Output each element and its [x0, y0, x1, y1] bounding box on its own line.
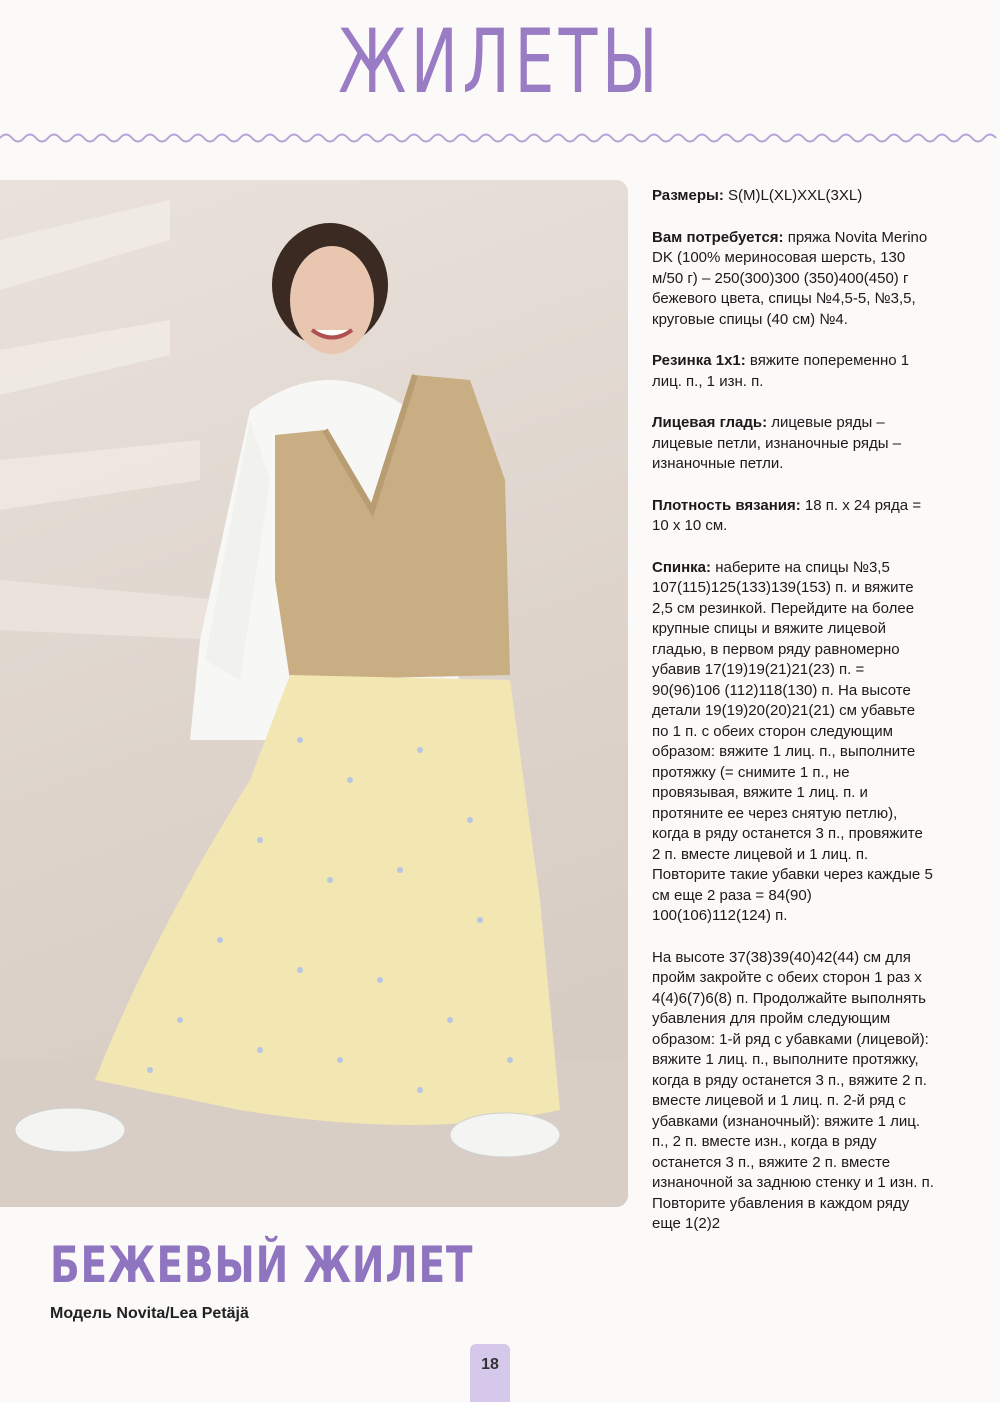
- pattern-text: лицевые ряды – лицевые петли, изнаночные ряды – изнаночные петли.: [652, 414, 902, 472]
- pattern-text: На высоте 37(38)39(40)42(44) см для пройм закройте с обеих сторон 1 раз х 4(4)6(7)6(8) п. Продолжайте выполнять убавления для пройм следующим образом: 1-й ряд с убавками (лицевой): вяжите 1 лиц. п., выполните протяжку, когда в ряду останется 3 п., вяжите 2 п. вместе лицевой и 1 лиц. п. 2-й ряд с убавками (изнаночный): вяжите 1 лиц. п., 2 п. вместе изн., когда в ряду останется 3 п., вяжите 2 п. вместе изнаночной за заднюю стенку и 1 изн. п. Повторите убавления в каждом ряду еще 1(2)2: [652, 948, 934, 1232]
- page-title: ЖИЛЕТЫ: [338, 10, 662, 113]
- pattern-label: Резинка 1х1:: [652, 352, 746, 369]
- wave-divider: [0, 128, 1000, 148]
- pattern-paragraph: [652, 948, 934, 1235]
- pattern-paragraph: [652, 496, 934, 537]
- pattern-text: S(M)L(XL)XXL(3XL): [723, 187, 863, 204]
- pattern-label: Спинка:: [652, 558, 712, 576]
- pattern-paragraph: [652, 558, 934, 927]
- pattern-paragraph: [652, 351, 934, 392]
- pattern-text: пряжа Novita Merino DK (100% мериносовая шерсть, 130 м/50 г) – 250(300)300 (350)400(450) г бежевого цвета, спицы №4,5-5, №3,5, круговые спицы (40 см) №4.: [652, 228, 928, 328]
- page-number-tab: [470, 1344, 510, 1402]
- model-photo: [0, 180, 628, 1207]
- pattern-label: Плотность вязания:: [652, 496, 801, 514]
- pattern-paragraph: [652, 228, 934, 331]
- article-title: БЕЖЕВЫЙ ЖИЛЕТ: [50, 1236, 474, 1294]
- page-number: 18: [481, 1356, 499, 1373]
- pattern-text: 18 п. х 24 ряда = 10 х 10 см.: [652, 496, 922, 534]
- pattern-label: Вам потребуется:: [652, 228, 784, 246]
- pattern-label: Лицевая гладь:: [652, 414, 768, 431]
- pattern-text: вяжите попеременно 1 лиц. п., 1 изн. п.: [652, 352, 910, 390]
- pattern-paragraph: [652, 413, 934, 475]
- model-credit: Модель Novita/Lea Petäjä: [50, 1305, 249, 1322]
- pattern-text: наберите на спицы №3,5 107(115)125(133)139(153) п. и вяжите 2,5 см резинкой. Перейдите на более крупные спицы и вяжите лицевой гладью, в первом ряду равномерно убавив 17(19)19(21)21(23) п. = 90(96)106 (112)118(130) п. На высоте детали 19(19)20(20)21(21) см убавьте по 1 п. с обеих сторон следующим образом: вяжите 1 лиц. п., выполните протяжку (= снимите 1 п., не провязывая, вяжите 1 лиц. п. и протяните ее через снятую петлю), когда в ряду останется 3 п., провяжите 2 п. вместе лицевой и 1 лиц. п. Повторите такие убавки через каждые 5 см еще 2 раза = 84(90) 100(106)112(124) п.: [652, 558, 933, 924]
- pattern-instructions: [652, 186, 934, 1256]
- pattern-paragraph: [652, 186, 934, 207]
- pattern-label: Размеры:: [652, 187, 724, 204]
